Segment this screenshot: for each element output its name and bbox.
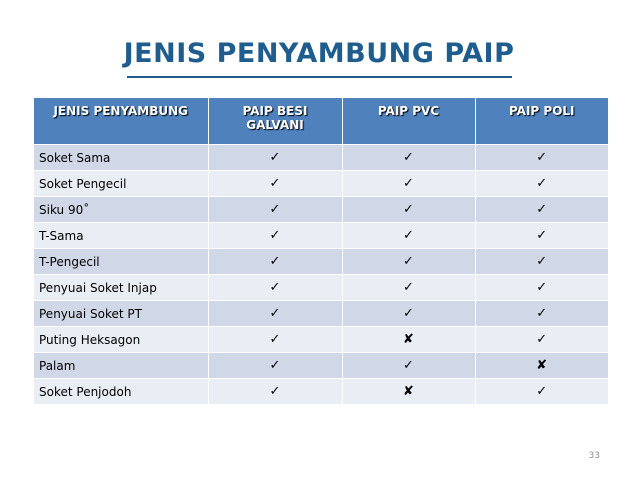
fitting-name: Penyuai Soket PT [34, 301, 208, 327]
poli-mark: ✓ [475, 145, 608, 171]
poli-mark: ✘ [475, 353, 608, 379]
besi-mark: ✓ [208, 197, 342, 223]
pvc-mark: ✓ [342, 249, 475, 275]
besi-mark: ✓ [208, 353, 342, 379]
pvc-mark: ✓ [342, 145, 475, 171]
pvc-mark: ✘ [342, 327, 475, 353]
fitting-name: Soket Sama [34, 145, 208, 171]
besi-mark: ✓ [208, 301, 342, 327]
header-paip-poli: PAIP POLI [475, 98, 608, 145]
besi-mark: ✓ [208, 275, 342, 301]
besi-mark: ✓ [208, 327, 342, 353]
fitting-name: Penyuai Soket Injap [34, 275, 208, 301]
fitting-name: Palam [34, 353, 208, 379]
page-number: 33 [588, 451, 600, 461]
title-underline [127, 76, 512, 78]
pvc-mark: ✓ [342, 353, 475, 379]
fittings-table [34, 98, 608, 404]
table-row [34, 327, 608, 353]
table-header-row [34, 98, 608, 145]
table-row [34, 249, 608, 275]
pvc-mark: ✓ [342, 223, 475, 249]
besi-mark: ✓ [208, 249, 342, 275]
pvc-mark: ✓ [342, 301, 475, 327]
slide-title: JENIS PENYAMBUNG PAIP [123, 38, 515, 69]
poli-mark: ✓ [475, 379, 608, 405]
fitting-name: Siku 90˚ [34, 197, 208, 223]
table-row [34, 171, 608, 197]
poli-mark: ✓ [475, 197, 608, 223]
table-row [34, 197, 608, 223]
pvc-mark: ✘ [342, 379, 475, 405]
poli-mark: ✓ [475, 223, 608, 249]
header-paip-pvc: PAIP PVC [342, 98, 475, 145]
fitting-name: Soket Pengecil [34, 171, 208, 197]
table-row [34, 275, 608, 301]
table-row [34, 379, 608, 405]
header-paip-besi-galvani: PAIP BESI GALVANI [208, 98, 342, 145]
header-jenis-penyambung: JENIS PENYAMBUNG [34, 98, 208, 145]
fitting-name: Soket Penjodoh [34, 379, 208, 405]
table-row [34, 353, 608, 379]
besi-mark: ✓ [208, 171, 342, 197]
fitting-name: T-Pengecil [34, 249, 208, 275]
besi-mark: ✓ [208, 145, 342, 171]
table-row [34, 301, 608, 327]
fitting-name: Puting Heksagon [34, 327, 208, 353]
pvc-mark: ✓ [342, 197, 475, 223]
poli-mark: ✓ [475, 249, 608, 275]
pvc-mark: ✓ [342, 275, 475, 301]
poli-mark: ✓ [475, 171, 608, 197]
table-row [34, 223, 608, 249]
poli-mark: ✓ [475, 327, 608, 353]
poli-mark: ✓ [475, 275, 608, 301]
besi-mark: ✓ [208, 379, 342, 405]
besi-mark: ✓ [208, 223, 342, 249]
table-row [34, 145, 608, 171]
poli-mark: ✓ [475, 301, 608, 327]
fitting-name: T-Sama [34, 223, 208, 249]
pvc-mark: ✓ [342, 171, 475, 197]
